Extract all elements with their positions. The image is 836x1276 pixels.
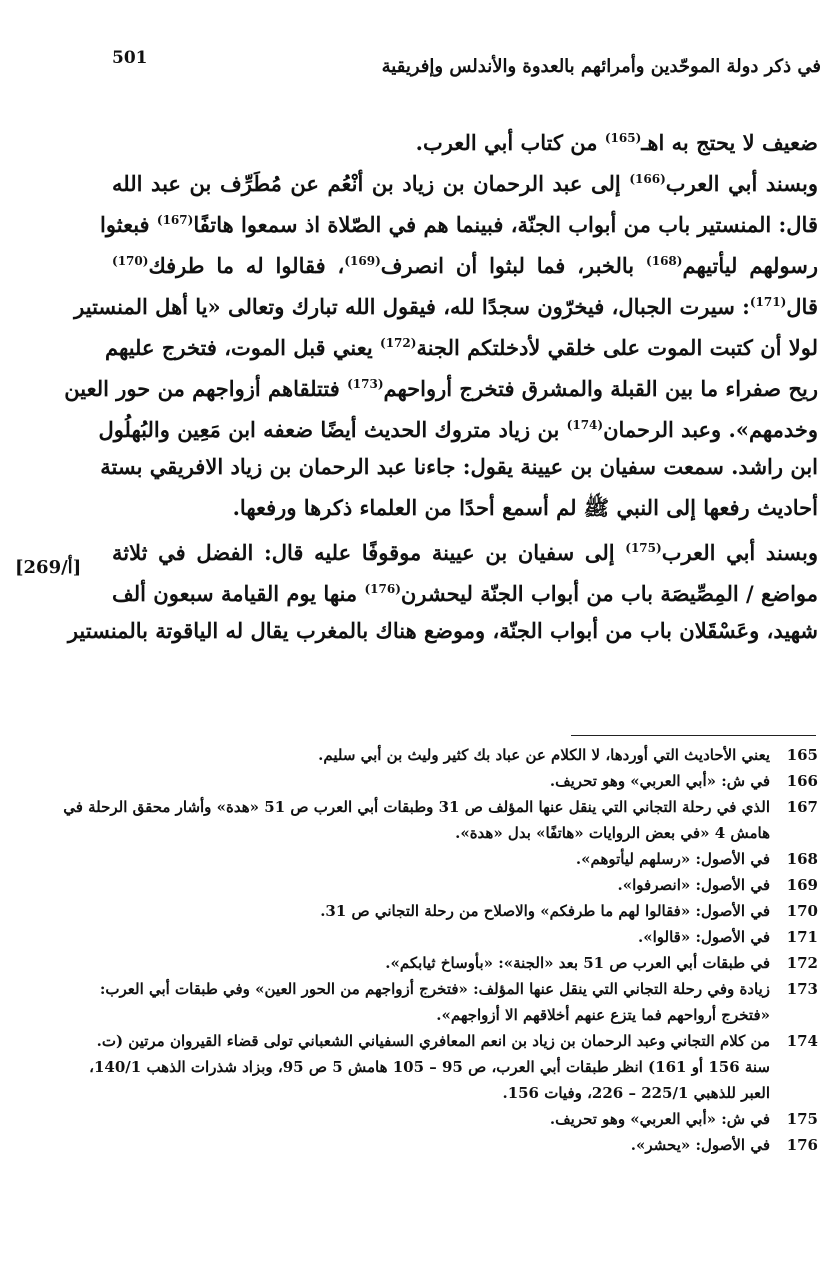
footnote-text: سنة 156 أو 161) انظر طبقات أبي العرب، ص 95 – 105 هامش 5 ص 95، وبزاد شذرات الذهب 140/1، <box>89 1058 770 1076</box>
footnote-number: 172 <box>786 954 818 972</box>
footnote-number: 166 <box>786 772 818 790</box>
text-line <box>100 200 818 241</box>
text-line <box>112 159 818 200</box>
footnote-marker: (169) <box>344 254 381 268</box>
text-segment: قال: المنستير باب من أبواب الجنّة، فبينما هم في الصّلاة اذ سمعوا هاتفًا <box>193 212 818 237</box>
footnote-marker: (166) <box>629 172 666 186</box>
footnote-text: من كلام التجاني وعبد الرحمان بن زياد بن انعم المعافري السفياني الشعباني تولى قضاء القيروان مرتين (ت. <box>96 1032 770 1050</box>
footnote <box>98 950 818 976</box>
footnote-text: هامش 4 «في بعض الروايات «هاتفًا» بدل «هدة». <box>455 824 770 842</box>
text-segment: بالخبر، فما لبثوا أن انصرف <box>380 253 647 278</box>
footnote-text: في الأصول: «فقالوا لهم ما طرفكم» والاصلاح من رحلة التجاني ص 31. <box>320 902 770 920</box>
footnote-text: يعني الأحاديث التي أوردها، لا الكلام عن عباد بك كثير وليث بن أبي سليم. <box>318 746 770 764</box>
footnote <box>98 742 818 768</box>
text-segment: وبسند أبي العرب <box>661 540 819 565</box>
text-segment: وبسند أبي العرب <box>665 171 818 196</box>
text-line <box>112 241 818 282</box>
footnote <box>89 1028 818 1106</box>
footnote-text: العبر للذهبي 225/1 – 226، وفيات 156. <box>502 1084 770 1102</box>
footnote-text: في ش: «أبي العربي» وهو تحريف. <box>549 772 770 790</box>
page-number: 501 <box>112 48 148 68</box>
text-segment: ، فقالوا له ما طرفك <box>148 253 345 278</box>
text-segment: إلى عبد الرحمان بن زياد بن أنْعُم عن مُطَرِّف بن عبد الله <box>112 171 630 196</box>
text-line <box>112 118 818 159</box>
running-header: في ذكر دولة الموحّدين وأمرائهم بالعدوة والأندلس وإفريقية <box>381 56 821 77</box>
footnote-marker: (168) <box>646 254 683 268</box>
footnote-text: زيادة وفي رحلة التجاني التي ينقل عنها المؤلف: «فتخرج أزواجهم من الحور العين» وفي طبقات أبي العرب: <box>99 980 770 998</box>
text-line <box>100 446 818 487</box>
footnote-number: 173 <box>786 980 818 998</box>
text-line <box>67 610 818 651</box>
text-segment: ريح صفراء ما بين القبلة والمشرق فتخرج أرواحهم <box>383 376 818 401</box>
footnote-number: 171 <box>786 928 818 946</box>
footnote-number: 170 <box>786 902 818 920</box>
footnote-number: 176 <box>786 1136 818 1154</box>
footnote-marker: (175) <box>625 541 662 555</box>
text-line <box>112 487 818 528</box>
text-segment: شهيد، وعَسْقَلان باب من أبواب الجنّة، وموضع هناك بالمغرب يقال له الياقوتة بالمنستير <box>67 618 818 643</box>
text-line <box>64 364 818 405</box>
text-line <box>112 569 818 610</box>
footnote-marker: (171) <box>749 295 787 309</box>
footnote <box>98 846 818 872</box>
footnote <box>98 898 818 924</box>
text-line <box>112 528 818 569</box>
footnote-text: في طبقات أبي العرب ص 51 بعد «الجنة»: «بأوساخ ثيابكم». <box>385 954 770 972</box>
text-line <box>98 405 818 446</box>
footnote-marker: (174) <box>566 418 604 432</box>
footnote <box>98 924 818 950</box>
footnote-text: في الأصول: «رسلهم ليأتوهم». <box>575 850 770 868</box>
footnote-marker: (176) <box>364 582 401 596</box>
text-segment: : سيرت الجبال، فيخرّون سجدًا لله، فيقول الله تبارك وتعالى «يا أهل المنستير <box>74 294 750 319</box>
footnote-divider <box>571 735 816 736</box>
text-line <box>105 323 818 364</box>
footnote-marker: (172) <box>380 336 417 350</box>
footnote <box>63 794 818 846</box>
footnote-text: الذي في رحلة التجاني التي ينقل عنها المؤلف ص 31 وطبقات أبي العرب ص 51 «هدة» وأشار محقق الرحلة في <box>63 798 770 816</box>
text-segment: مواضع / المِصِّيصَة باب من أبواب الجنّة ليحشرن <box>400 581 818 606</box>
footnote-text: في الأصول: «قالوا». <box>638 928 770 946</box>
footnote-text: «فتخرج أرواحهم فما يتزع عنهم أخلاقهم الا أزواجهم». <box>436 1006 770 1024</box>
footnote-number: 168 <box>786 850 818 868</box>
text-segment: رسولهم ليأتيهم <box>682 253 819 278</box>
text-segment: أحاديث رفعها إلى النبي ﷺ لم أسمع أحدًا من العلماء ذكرها ورفعها. <box>232 495 818 520</box>
text-segment: إلى سفيان بن عيينة موقوفًا عليه قال: الفضل في ثلاثة <box>112 540 626 565</box>
footnote <box>98 1132 818 1158</box>
text-line <box>74 282 818 323</box>
footnote-marker: (167) <box>156 213 194 227</box>
footnote-marker: (165) <box>604 131 642 145</box>
text-segment: وخدمهم». وعبد الرحمان <box>603 417 818 442</box>
footnotes <box>63 742 818 1158</box>
footnote <box>98 872 818 898</box>
text-segment: فتتلقاهم أزواجهم من حور العين <box>64 376 348 401</box>
footnote-number: 175 <box>786 1110 818 1128</box>
footnote-number: 167 <box>786 798 818 816</box>
text-segment: لولا أن كتبت الموت على خلقي لأدخلتكم الجنة <box>416 335 818 360</box>
text-segment: ابن راشد. سمعت سفيان بن عيينة يقول: جاءنا عبد الرحمان بن زياد الافريقي بستة <box>100 454 818 479</box>
folio-reference: [269/أ] <box>15 557 82 578</box>
footnote <box>98 976 818 1028</box>
footnote-number: 165 <box>786 746 818 764</box>
footnote-number: 169 <box>786 876 818 894</box>
text-segment: من كتاب أبي العرب. <box>415 130 605 155</box>
text-segment: فبعثوا <box>100 212 157 237</box>
footnote-marker: (173) <box>347 377 384 391</box>
footnote-marker: (170) <box>112 254 149 268</box>
footnote <box>98 768 818 794</box>
footnote-text: في الأصول: «انصرفوا». <box>617 876 770 894</box>
footnote-text: في الأصول: «يحشر». <box>630 1136 770 1154</box>
text-segment: منها يوم القيامة سبعون ألف <box>112 581 365 606</box>
footnote <box>98 1106 818 1132</box>
footnote-number: 174 <box>786 1032 818 1050</box>
text-segment: قال <box>786 294 818 319</box>
text-segment: يعني قبل الموت، فتخرج عليهم <box>105 335 381 360</box>
text-segment: ضعيف لا يحتج به اهـ <box>641 130 818 155</box>
main-text <box>64 118 819 651</box>
text-segment: بن زياد متروك الحديث أيضًا ضعفه ابن مَعِين والبُهلُول <box>98 417 567 442</box>
footnote-text: في ش: «أبي العربي» وهو تحريف. <box>549 1110 770 1128</box>
